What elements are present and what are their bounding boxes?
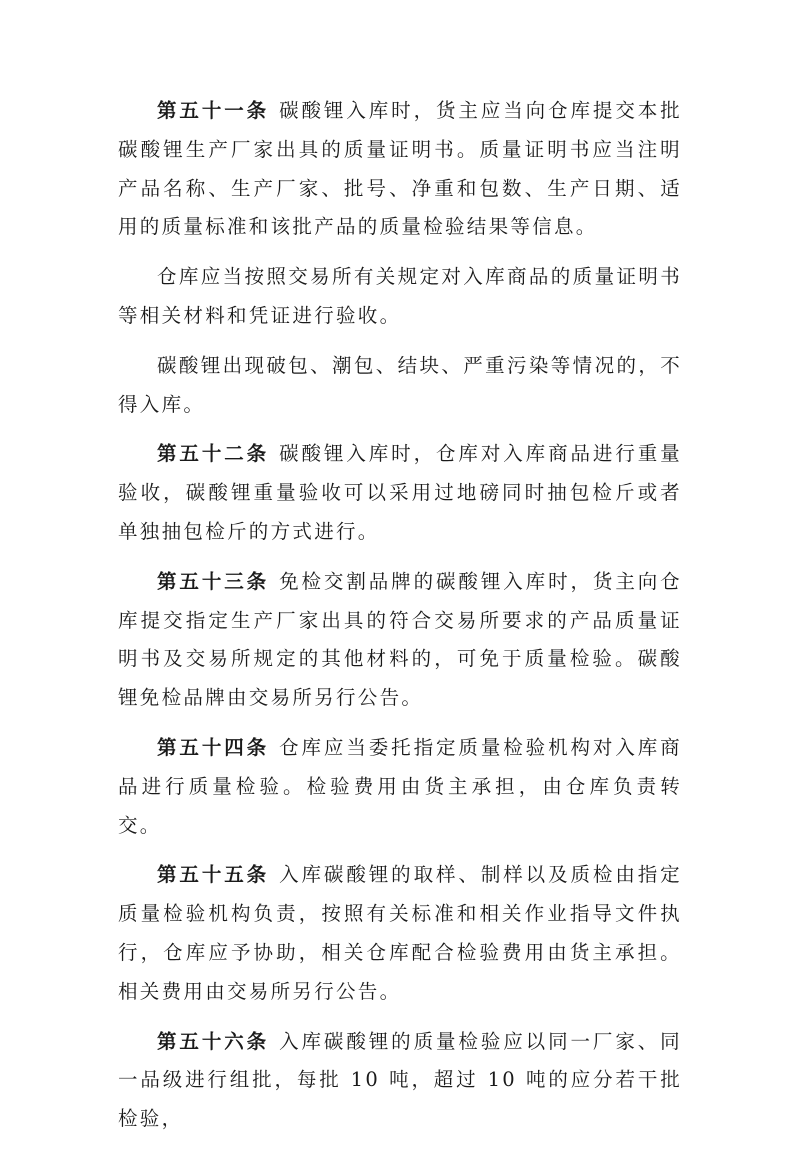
article-text: 碳酸锂出现破包、潮包、结块、严重污染等情况的，不得入库。 bbox=[118, 353, 682, 416]
article-number: 第五十六条 bbox=[157, 1029, 270, 1053]
article-number: 第五十一条 bbox=[157, 99, 270, 122]
article-number: 第五十二条 bbox=[157, 442, 270, 466]
article-text: 入库碳酸锂的质量检验应以同一厂家、同一品级进行组批，每批 10 吨，超过 10 吨的应分若干批检验， bbox=[118, 1029, 682, 1131]
paragraph-article-51-3 bbox=[118, 347, 682, 425]
article-text: 仓库应当按照交易所有关规定对入库商品的质量证明书等相关材料和凭证进行验收。 bbox=[118, 265, 682, 327]
article-number: 第五十五条 bbox=[157, 863, 270, 887]
paragraph-article-53 bbox=[118, 563, 682, 718]
paragraph-article-51-2 bbox=[118, 258, 682, 336]
article-text: 碳酸锂入库时，仓库对入库商品进行重量验收，碳酸锂重量验收可以采用过地磅同时抽包检斤或者单独抽包检斤的方式进行。 bbox=[118, 442, 682, 543]
document-body bbox=[118, 92, 682, 1150]
article-text: 入库碳酸锂的取样、制样以及质检由指定质量检验机构负责，按照有关标准和相关作业指导文件执行，仓库应予协助，相关仓库配合检验费用由货主承担。相关费用由交易所另行公告。 bbox=[118, 863, 682, 1003]
article-number: 第五十四条 bbox=[157, 735, 270, 759]
paragraph-article-55 bbox=[118, 856, 682, 1011]
paragraph-article-52 bbox=[118, 435, 682, 551]
paragraph-article-54 bbox=[118, 729, 682, 845]
paragraph-article-56 bbox=[118, 1023, 682, 1139]
article-text: 碳酸锂入库时，货主应当向仓库提交本批碳酸锂生产厂家出具的质量证明书。质量证明书应当注明产品名称、生产厂家、批号、净重和包数、生产日期、适用的质量标准和该批产品的质量检验结果等信息。 bbox=[118, 99, 682, 239]
article-text: 免检交割品牌的碳酸锂入库时，货主向仓库提交指定生产厂家出具的符合交易所要求的产品质量证明书及交易所规定的其他材料的，可免于质量检验。碳酸锂免检品牌由交易所另行公告。 bbox=[118, 569, 682, 710]
article-text: 仓库应当委托指定质量检验机构对入库商品进行质量检验。检验费用由货主承担，由仓库负责转交。 bbox=[118, 735, 682, 837]
paragraph-article-51 bbox=[118, 92, 682, 247]
article-number: 第五十三条 bbox=[157, 569, 270, 593]
